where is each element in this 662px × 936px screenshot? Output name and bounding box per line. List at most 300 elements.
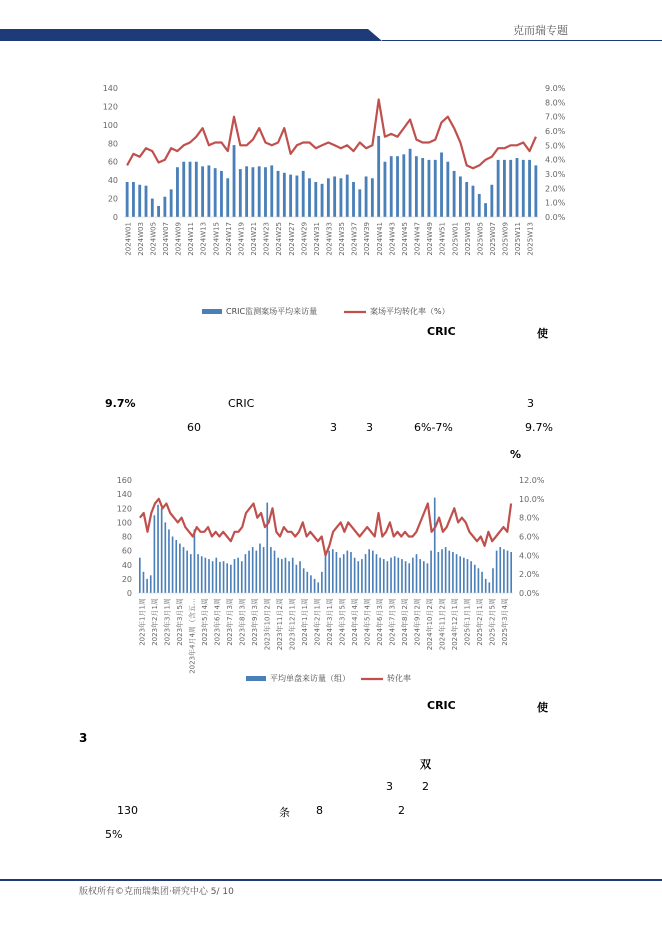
chart-bar: [201, 166, 204, 217]
chart-bar: [146, 579, 148, 593]
x-tick-label: 2024年12月1周: [450, 598, 459, 651]
chart-bar: [150, 575, 152, 593]
chart-bar: [245, 554, 247, 593]
chart-bar: [219, 562, 221, 593]
y-tick-label: 40: [107, 176, 118, 186]
chart-bar: [161, 508, 163, 593]
chart-bar: [412, 558, 414, 593]
chart-bar: [484, 203, 487, 217]
x-tick-label: 2025年2月1周: [475, 598, 484, 646]
chart-bar: [401, 559, 403, 593]
chart-bar: [496, 551, 498, 593]
header-title: 克而瑞专题: [513, 24, 568, 37]
y-tick-label: 60: [107, 157, 118, 167]
chart-bar: [492, 568, 494, 593]
x-tick-label: 2024W03: [136, 222, 145, 256]
chart-bar: [205, 558, 207, 593]
x-tick-label: 2024W49: [426, 221, 435, 256]
footer-text: 版权所有©克而瑞集团·研究中心 5/ 10: [79, 887, 234, 897]
chart-bar: [347, 551, 349, 593]
chart-bar: [277, 558, 279, 593]
chart-bar: [154, 515, 156, 593]
x-tick-label: 2024W41: [375, 221, 384, 256]
y2-tick-label: 4.0%: [519, 551, 540, 561]
y2-tick-label: 4.0%: [545, 155, 566, 165]
chart-bar: [430, 551, 432, 593]
x-tick-label: 2025年1月1周: [463, 598, 472, 646]
chart-bar: [365, 176, 368, 217]
text-fragment: 使: [537, 327, 548, 340]
y2-tick-label: 2.0%: [519, 570, 540, 580]
chart-bar: [459, 176, 462, 217]
x-tick-label: 2024W43: [388, 222, 397, 256]
chart-bar: [321, 572, 323, 593]
chart-bar: [387, 561, 389, 593]
chart-bar: [190, 554, 192, 593]
x-tick-label: 2024W27: [287, 222, 296, 256]
chart-bar: [522, 160, 525, 217]
chart-bar: [528, 160, 531, 217]
chart-bar: [503, 160, 506, 217]
chart-bar: [534, 165, 537, 217]
y2-tick-label: 1.0%: [545, 198, 566, 208]
chart-bar: [270, 165, 273, 217]
x-tick-label: 2023年9月3周: [250, 598, 259, 646]
chart-bar: [183, 547, 185, 593]
x-tick-label: 2023年4月4周（含五…: [188, 598, 197, 674]
x-tick-label: 2025W03: [463, 221, 472, 256]
chart-bar: [310, 575, 312, 593]
chart-bar: [195, 162, 198, 217]
chart-bar: [452, 552, 454, 593]
x-tick-label: 2024W45: [401, 222, 409, 256]
chart-bar: [428, 160, 431, 217]
x-tick-label: 2024年1月1周: [300, 598, 309, 646]
y-tick-label: 100: [102, 120, 118, 130]
x-tick-label: 2024W31: [312, 221, 321, 256]
x-tick-label: 2023年7月3周: [225, 598, 234, 646]
chart-bar: [317, 582, 319, 593]
chart-bar: [163, 197, 166, 217]
chart-bar: [419, 559, 421, 593]
text-fragment: 6%-7%: [414, 421, 453, 434]
chart-bar: [402, 154, 405, 217]
chart-bar: [248, 551, 250, 593]
text-fragment: CRIC: [427, 325, 456, 338]
y2-tick-label: 2.0%: [545, 184, 566, 194]
chart-bar: [372, 551, 374, 593]
x-tick-label: 2024年11月2周: [438, 598, 447, 651]
legend-bar-label: CRIC监测案场平均来访量: [226, 307, 318, 316]
y2-tick-label: 8.0%: [519, 513, 540, 523]
chart-bar: [241, 561, 243, 593]
legend-bar-label: 平均单盘来访量（组）: [270, 674, 350, 683]
chart-bar: [288, 561, 290, 593]
chart-bar: [139, 558, 141, 593]
legend-bar-swatch: [202, 309, 222, 314]
chart-bar: [499, 547, 501, 593]
x-tick-label: 2025年3月4周: [500, 598, 509, 646]
x-tick-label: 2024年6月3周: [375, 598, 384, 646]
y2-tick-label: 12.0%: [519, 476, 545, 485]
chart-bar: [478, 568, 480, 593]
text-fragment: 使: [537, 701, 548, 714]
chart-bar: [194, 529, 196, 593]
chart-bar: [377, 136, 380, 217]
chart-bar: [405, 561, 407, 593]
chart-bar: [408, 563, 410, 593]
section-number: 3: [79, 731, 88, 745]
chart-bar: [340, 178, 343, 217]
chart-bar: [445, 547, 447, 593]
chart-bar: [358, 189, 361, 217]
chart-bar: [394, 556, 396, 593]
chart-bar: [446, 162, 449, 217]
x-tick-label: 2024W23: [262, 221, 271, 256]
y-tick-label: 100: [116, 518, 132, 528]
y2-tick-label: 7.0%: [545, 112, 566, 122]
x-tick-label: 2023年1月1周: [138, 598, 147, 646]
chart-bar: [296, 176, 299, 217]
chart-line-series: [127, 100, 536, 169]
chart-bar: [182, 162, 185, 217]
x-tick-label: 2024年3月1周: [325, 598, 334, 646]
x-tick-label: 2025W07: [489, 222, 497, 256]
y-tick-label: 120: [102, 102, 118, 112]
chart-bar: [361, 559, 363, 593]
chart-bar: [145, 186, 148, 217]
x-tick-label: 2024W37: [350, 222, 359, 256]
text-fragment: 3: [527, 397, 534, 410]
chart-bar: [441, 549, 443, 593]
chart-bar: [151, 199, 154, 217]
x-tick-label: 2024W09: [174, 222, 183, 256]
chart-bar: [274, 551, 276, 593]
chart-bar: [132, 182, 135, 217]
y-tick-label: 60: [121, 546, 132, 556]
chart-bar: [258, 166, 261, 217]
y2-tick-label: 8.0%: [545, 98, 566, 108]
chart-bar: [423, 561, 425, 593]
chart-bar: [245, 166, 248, 217]
text-fragment: 双: [420, 758, 431, 771]
chart-bar: [143, 572, 145, 593]
y-tick-label: 80: [121, 532, 132, 542]
x-tick-label: 2024W35: [338, 222, 347, 256]
chart-bar: [390, 156, 393, 217]
y-tick-label: 140: [102, 84, 118, 93]
chart-bar: [220, 171, 223, 217]
chart-bar: [371, 178, 374, 217]
chart-bar: [266, 503, 268, 593]
chart-bar: [175, 540, 177, 593]
x-tick-label: 2023年3月1周: [163, 598, 172, 646]
text-fragment: 8: [316, 804, 323, 817]
chart-bar: [226, 563, 228, 593]
x-tick-label: 2024W13: [199, 221, 208, 256]
chart-bar: [346, 175, 349, 217]
chart-bar: [306, 572, 308, 593]
x-tick-label: 2024W25: [275, 222, 284, 256]
y-tick-label: 80: [107, 139, 118, 149]
x-tick-label: 2023年11月2周: [275, 598, 284, 651]
chart-bar: [289, 175, 292, 217]
chart-bar: [164, 522, 166, 593]
chart-bar: [172, 537, 174, 594]
y-tick-label: 20: [121, 574, 132, 584]
legend-bar-swatch: [246, 676, 266, 681]
chart-bar: [379, 558, 381, 593]
x-tick-label: 2023年2月1周: [150, 598, 159, 646]
text-fragment: 5%: [105, 828, 123, 841]
y-tick-label: 20: [107, 194, 118, 204]
text-fragment: 2: [398, 804, 405, 817]
text-fragment: %: [510, 448, 522, 461]
chart-bar: [427, 563, 429, 593]
y2-tick-label: 0.0%: [545, 213, 566, 222]
chart-bar: [234, 559, 236, 593]
chart-bar: [157, 505, 159, 593]
x-tick-label: 2024年9月2周: [413, 598, 422, 646]
chart-bar: [453, 171, 456, 217]
chart-bar: [516, 158, 519, 217]
chart-bar: [438, 552, 440, 593]
x-tick-label: 2024W47: [413, 221, 422, 256]
chart-bar: [448, 551, 450, 593]
chart-bar: [168, 529, 170, 593]
chart-bar: [376, 554, 378, 593]
chart-bar: [328, 551, 330, 593]
chart-bar: [333, 176, 336, 217]
chart-bar: [126, 182, 129, 217]
text-fragment: 2: [422, 780, 429, 793]
x-tick-label: 2025W01: [451, 222, 460, 256]
chart-bar: [327, 178, 330, 217]
x-tick-label: 2024W01: [124, 222, 133, 256]
chart-bar: [259, 544, 261, 593]
x-tick-label: 2025年2月5周: [488, 598, 497, 646]
y-tick-label: 160: [116, 476, 132, 485]
legend-line-label: 转化率: [387, 674, 411, 683]
x-tick-label: 2025W09: [501, 222, 510, 256]
text-fragment: 条: [279, 806, 290, 819]
chart-bar: [186, 551, 188, 593]
x-tick-label: 2024年10月2周: [425, 598, 434, 651]
chart-bar: [215, 558, 217, 593]
chart-bar: [510, 552, 512, 593]
chart-bar: [256, 551, 258, 593]
x-tick-label: 2024W05: [149, 221, 158, 256]
x-tick-label: 2024W39: [363, 221, 372, 256]
chart-bar: [368, 549, 370, 593]
chart-bar: [503, 549, 505, 593]
y-tick-label: 140: [116, 490, 132, 500]
y2-tick-label: 6.0%: [519, 532, 540, 542]
text-fragment: 3: [366, 421, 373, 434]
chart-bar: [179, 544, 181, 593]
chart-bar: [357, 561, 359, 593]
chart-bar: [481, 572, 483, 593]
chart-bar: [239, 169, 242, 217]
chart-bar: [354, 558, 356, 593]
chart-bar: [490, 185, 493, 217]
chart-bar: [292, 558, 294, 593]
chart-bar: [343, 554, 345, 593]
chart-bar: [467, 559, 469, 593]
y2-tick-label: 0.0%: [519, 589, 540, 598]
chart-bar: [226, 178, 229, 217]
x-tick-label: 2024年8月2周: [400, 598, 409, 646]
chart-bar: [270, 547, 272, 593]
chart-project-visits: [110, 470, 560, 690]
chart-bar: [263, 547, 265, 593]
chart-bar: [497, 160, 500, 217]
x-tick-label: 2024W29: [300, 221, 309, 256]
text-fragment: 60: [187, 421, 201, 434]
x-tick-label: 2024W51: [438, 222, 447, 256]
chart-bar: [434, 160, 437, 217]
chart-bar: [251, 167, 254, 217]
chart-weekly-visits: [90, 78, 580, 320]
chart-bar: [303, 568, 305, 593]
legend-line-label: 案场平均转化率（%）: [370, 307, 450, 316]
chart-bar: [207, 165, 210, 217]
text-fragment: 9.7%: [525, 421, 553, 434]
y-tick-label: 0: [112, 213, 118, 222]
y2-tick-label: 6.0%: [545, 127, 566, 136]
chart-bar: [237, 558, 239, 593]
x-tick-label: 2025W05: [476, 221, 485, 256]
x-tick-label: 2024W07: [162, 221, 170, 256]
chart-bar: [308, 178, 311, 217]
chart-bar: [459, 556, 461, 593]
x-tick-label: 2024年4月4周: [350, 598, 359, 646]
x-tick-label: 2024年5月4周: [363, 598, 372, 646]
x-tick-label: 2024W15: [212, 221, 221, 256]
chart-bar: [314, 579, 316, 593]
x-tick-label: 2025W13: [526, 221, 535, 256]
x-tick-label: 2023年6月4周: [213, 598, 222, 646]
chart-bar: [489, 582, 491, 593]
chart-bar: [485, 579, 487, 593]
text-fragment: 3: [386, 780, 393, 793]
text-fragment: 3: [330, 421, 337, 434]
y-tick-label: 120: [116, 504, 132, 514]
chart-bar: [365, 554, 367, 593]
chart-bar: [212, 561, 214, 593]
x-tick-label: 2024W11: [187, 222, 196, 256]
x-tick-label: 2024W17: [224, 222, 233, 256]
chart-bar: [325, 554, 327, 593]
chart-bar: [138, 185, 141, 217]
chart-bar: [189, 162, 192, 217]
x-tick-label: 2024W21: [250, 221, 258, 256]
text-fragment: CRIC: [228, 397, 255, 410]
chart-line-series: [140, 499, 511, 556]
chart-bar: [352, 182, 355, 217]
x-tick-label: 2024W19: [237, 222, 246, 256]
x-tick-label: 2024W33: [325, 222, 334, 256]
chart-bar: [421, 158, 424, 217]
y-tick-label: 40: [121, 560, 132, 570]
chart-bar: [281, 559, 283, 593]
chart-bar: [332, 549, 334, 593]
chart-bar: [472, 186, 475, 217]
chart-bar: [390, 558, 392, 593]
x-tick-label: 2023年12月1周: [288, 598, 297, 651]
y2-tick-label: 9.0%: [545, 84, 566, 93]
chart-bar: [157, 206, 160, 217]
chart-bar: [440, 153, 443, 218]
chart-bar: [434, 498, 436, 593]
chart-bar: [350, 552, 352, 593]
chart-bar: [176, 167, 179, 217]
y2-tick-label: 10.0%: [519, 494, 545, 504]
chart-bar: [208, 559, 210, 593]
chart-bar: [470, 561, 472, 593]
chart-bar: [233, 145, 236, 217]
chart-bar: [285, 558, 287, 593]
chart-bar: [170, 189, 173, 217]
text-fragment: 130: [117, 804, 138, 817]
chart-bar: [383, 559, 385, 593]
chart-bar: [339, 558, 341, 593]
x-tick-label: 2025W11: [514, 221, 523, 256]
x-tick-label: 2024年2月1周: [313, 598, 322, 646]
chart-bar: [264, 167, 267, 217]
chart-bar: [396, 156, 399, 217]
x-tick-label: 2023年10月2周: [263, 598, 272, 651]
chart-bar: [456, 554, 458, 593]
chart-bar: [302, 171, 305, 217]
chart-bar: [415, 156, 418, 217]
y2-tick-label: 3.0%: [545, 170, 566, 179]
chart-bar: [463, 558, 465, 593]
chart-bar: [507, 551, 509, 593]
chart-bar: [197, 554, 199, 593]
chart-bar: [474, 565, 476, 593]
text-fragment: 9.7%: [105, 397, 136, 410]
chart-bar: [252, 547, 254, 593]
chart-bar: [283, 173, 286, 217]
chart-bar: [336, 552, 338, 593]
chart-bar: [230, 565, 232, 593]
x-tick-label: 2024年3月5周: [338, 598, 347, 646]
chart-bar: [465, 182, 468, 217]
chart-bar: [277, 171, 280, 217]
chart-bar: [296, 565, 298, 593]
x-tick-label: 2024年7月3周: [388, 598, 397, 646]
text-fragment: CRIC: [427, 699, 456, 712]
chart-bar: [214, 168, 217, 217]
y2-tick-label: 5.0%: [545, 141, 566, 151]
chart-bar: [416, 554, 418, 593]
chart-bar: [314, 182, 317, 217]
chart-bar: [201, 556, 203, 593]
chart-bar: [509, 160, 512, 217]
chart-bar: [478, 194, 481, 217]
chart-bar: [223, 561, 225, 593]
footer-divider: [0, 879, 662, 881]
chart-bar: [397, 558, 399, 593]
y-tick-label: 0: [126, 589, 132, 598]
chart-bar: [321, 184, 324, 217]
chart-bar: [384, 162, 387, 217]
x-tick-label: 2023年5月4周: [200, 598, 209, 646]
chart-bar: [299, 561, 301, 593]
x-tick-label: 2023年8月3周: [238, 598, 247, 646]
x-tick-label: 2023年3月5周: [175, 598, 184, 646]
